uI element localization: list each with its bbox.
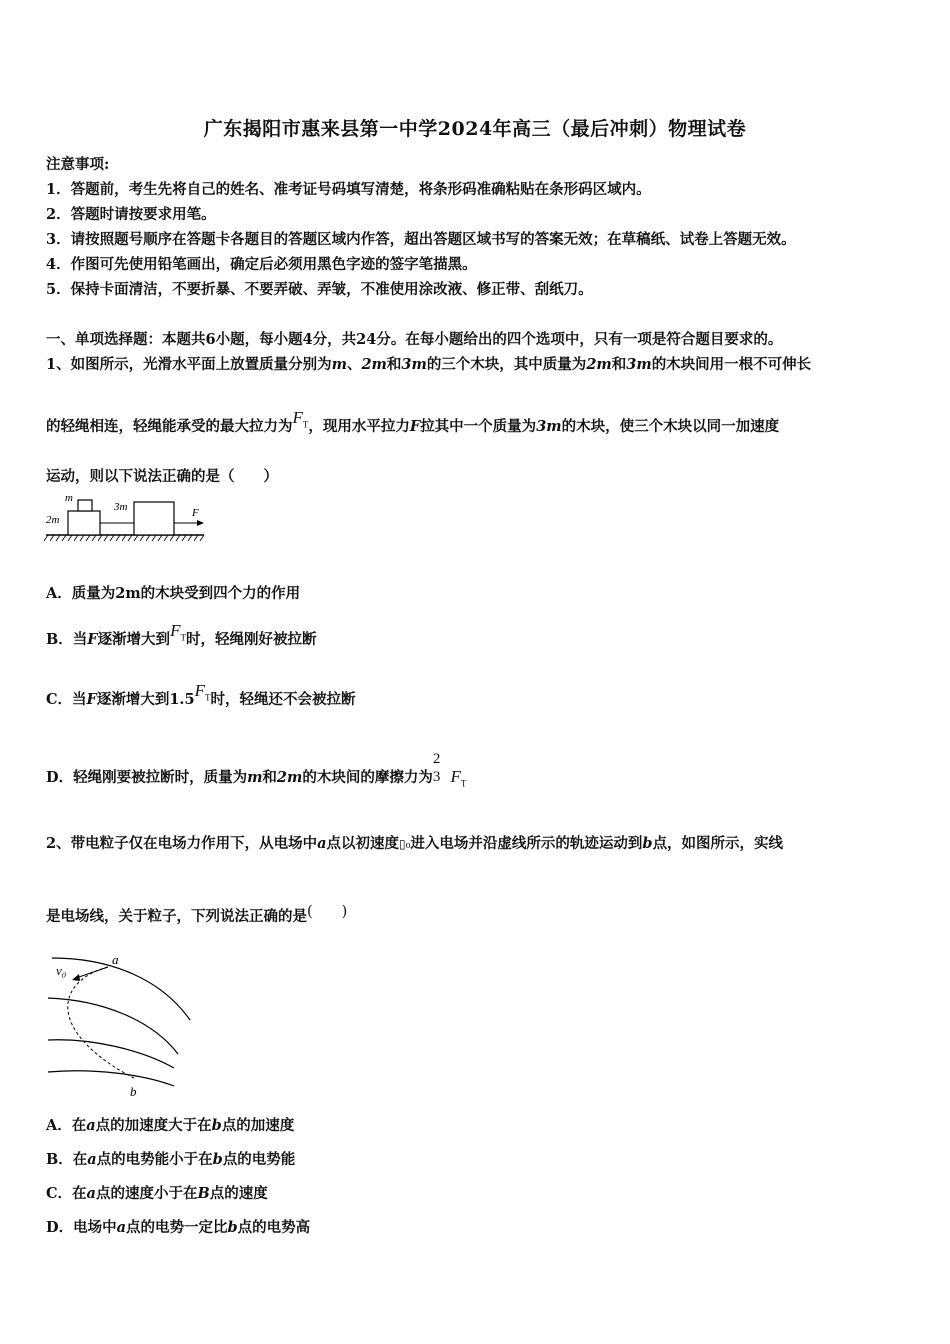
v0-arrow-head: [72, 974, 80, 981]
notice-item-1: 1．答题前，考生先将自己的姓名、准考证号码填写清楚，将条形码准确粘贴在条形码区域内。: [46, 181, 651, 198]
q1-line2: 的轻绳相连，轻绳能承受的最大拉力为$F_T$，现用水平拉力F拉其中一个质量为3m的木块，使三个木块以同一加速度: [46, 408, 780, 435]
notice-item-2: 2．答题时请按要求用笔。: [46, 206, 216, 223]
block-m: [78, 500, 92, 511]
q1-option-b: B．当F逐渐增大到$F_T$时，轻绳刚好被拉断: [46, 621, 317, 648]
notice-heading: 注意事项:: [46, 156, 110, 173]
page-title: 广东揭阳市惠来县第一中学2024年高三（最后冲刺）物理试卷: [203, 118, 747, 140]
fraction-two-thirds: 2 3: [432, 751, 441, 785]
notice-item-4: 4．作图可先使用铅笔画出，确定后必须用黑色字迹的签字笔描黑。: [46, 256, 477, 273]
q1-line3: 运动，则以下说法正确的是（ ）: [46, 468, 278, 485]
field-line-1: [52, 958, 190, 1020]
block-2m: [68, 511, 100, 535]
q2-option-d: D．电场中a点的电势一定比b点的电势高: [46, 1219, 311, 1236]
label-b: b: [130, 1084, 137, 1099]
label-a: a: [112, 952, 119, 967]
notice-item-5: 5．保持卡面清洁，不要折暴、不要弄破、弄皱，不准使用涂改液、修正带、刮纸刀。: [46, 281, 593, 298]
q1-line1: 1、如图所示，光滑水平面上放置质量分别为m、2m和3m的三个木块，其中质量为2m和3m的木块间用一根不可伸长: [46, 356, 812, 373]
label-m: m: [65, 492, 73, 504]
q1-blocks-figure: [44, 490, 209, 546]
q1-option-a: A．质量为2m的木块受到四个力的作用: [46, 585, 301, 602]
section-heading: 一、单项选择题：本题共6小题，每小题4分，共24分。在每小题给出的四个选项中，只有一项是符合题目要求的。: [46, 331, 783, 348]
q2-line2: 是电场线，关于粒子，下列说法正确的是( ): [46, 904, 348, 925]
block-3m: [134, 502, 174, 535]
q2-option-c: C．在a点的速度小于在B点的速度: [46, 1185, 268, 1202]
label-2m: 2m: [46, 514, 60, 526]
label-3m: 3m: [114, 501, 128, 513]
field-line-3: [48, 1040, 174, 1068]
ground-hatch: [44, 535, 204, 541]
q1-option-c: C．当F逐渐增大到$1.5F_T$时，轻绳还不会被拉断: [46, 681, 356, 708]
v0-arrow-line: [76, 967, 108, 978]
q2-option-b: B．在a点的电势能小于在b点的电势能: [46, 1151, 296, 1168]
q2-field-figure: [42, 950, 202, 1100]
q2-line1: 2、带电粒子仅在电场力作用下，从电场中a点以初速度▯₀进入电场并沿虚线所示的轨迹运动到b点，如图所示，实线: [46, 835, 784, 852]
q1-option-d: D．轻绳刚要被拉断时，质量为m和2m的木块间的摩擦力为 2 3 $F_T$: [46, 751, 467, 789]
notice-item-3: 3．请按照题号顺序在答题卡各题目的答题区域内作答，超出答题区域书写的答案无效；在草稿纸、试卷上答题无效。: [46, 231, 796, 248]
field-line-4: [48, 1071, 174, 1086]
q2-option-a: A．在a点的加速度大于在b点的加速度: [46, 1117, 295, 1134]
force-arrow-head: [197, 520, 204, 526]
label-v0: v₀: [56, 963, 67, 978]
ft-symbol: $F_T$: [292, 408, 309, 430]
v0-symbol: ▯₀: [399, 837, 411, 851]
label-F: F: [192, 507, 199, 519]
trajectory-path: [68, 967, 134, 1078]
